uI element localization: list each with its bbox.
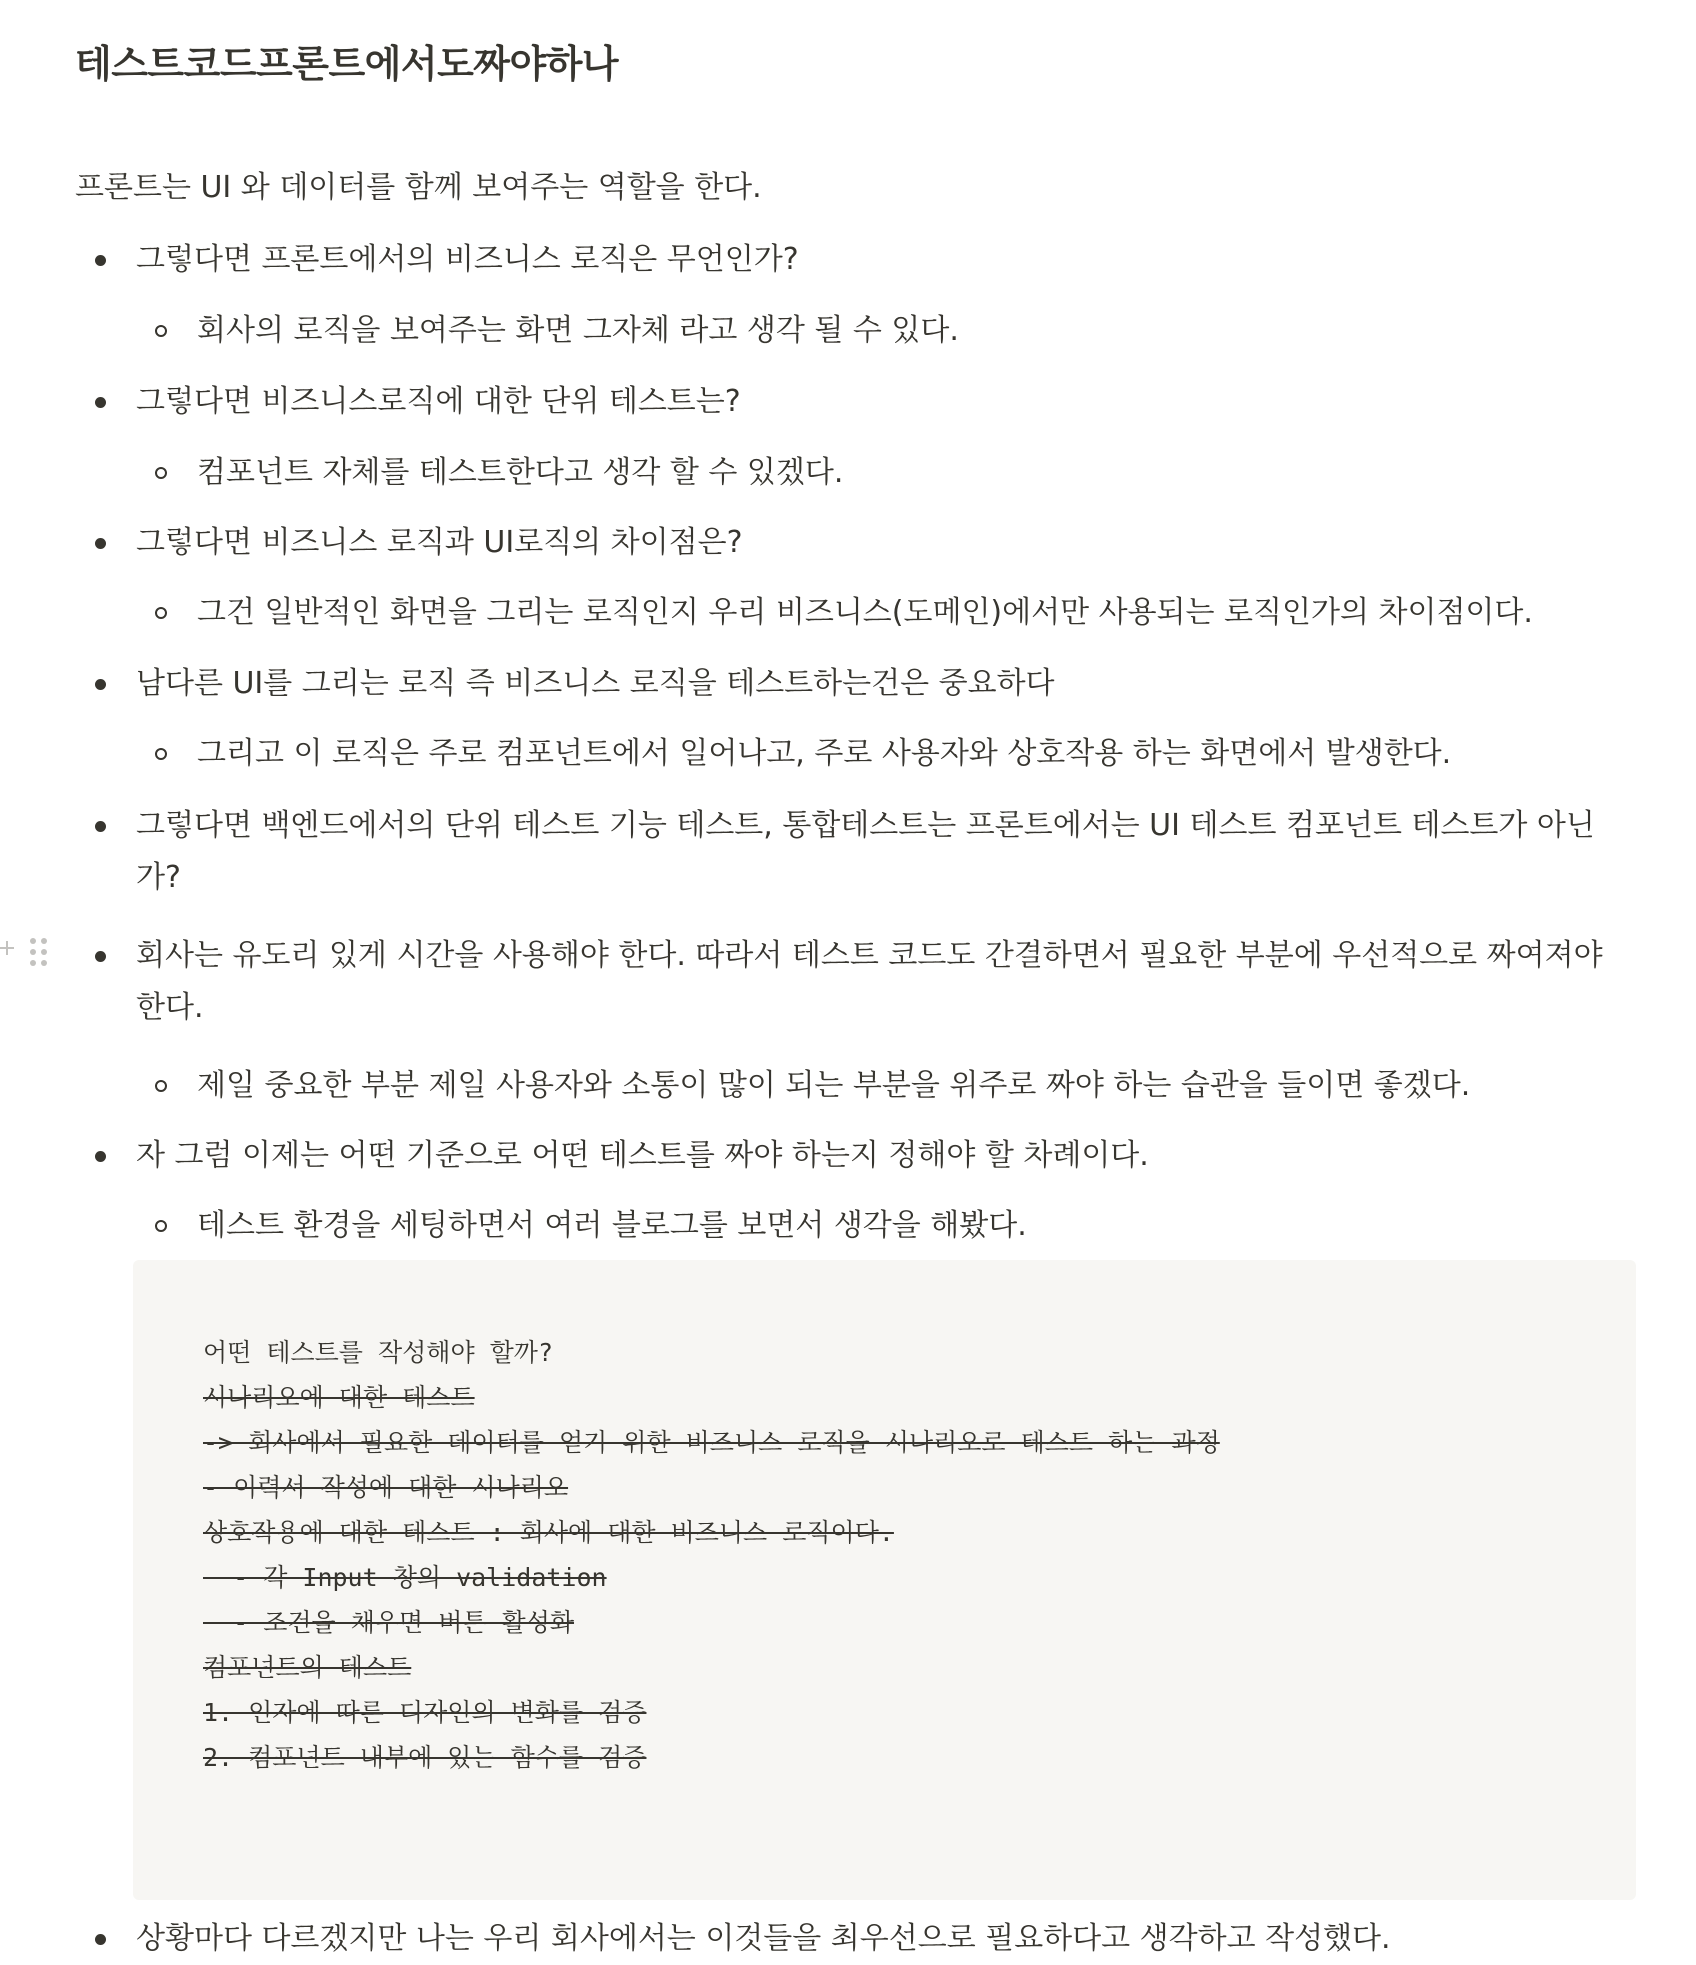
list-item[interactable] (0, 930, 1696, 1034)
bullet-circle-icon (155, 748, 167, 760)
list-item-text: 그렇다면 비즈니스로직에 대한 단위 테스트는? (136, 384, 741, 419)
list-item[interactable] (0, 587, 1696, 639)
code-line: - 각 Input 창의 validation (203, 1563, 607, 1592)
intro-paragraph[interactable]: 프론트는 UI 와 데이터를 함께 보여주는 역할을 한다. (75, 170, 762, 205)
code-line: 어떤 테스트를 작성해야 할까? (203, 1338, 554, 1367)
list-item-text: 자 그럼 이제는 어떤 기준으로 어떤 테스트를 짜야 하는지 정해야 할 차례이다. (136, 1138, 1149, 1173)
bullet-disc-icon (95, 1934, 106, 1945)
bullet-circle-icon (155, 1220, 167, 1232)
code-block[interactable] (133, 1260, 1636, 1900)
list-item-text: 회사의 로직을 보여주는 화면 그자체 라고 생각 될 수 있다. (197, 313, 959, 348)
code-line: - 조건을 채우면 버튼 활성화 (203, 1608, 575, 1637)
code-line: 1. 인자에 따른 디자인의 변화를 검증 (203, 1698, 647, 1727)
bullet-disc-icon (95, 538, 106, 549)
list-item[interactable] (0, 447, 1696, 499)
code-line: 상호작용에 대한 테스트 : 회사에 대한 비즈니스 로직이다. (203, 1518, 894, 1547)
code-line: 컴포넌트의 테스트 (203, 1653, 412, 1682)
list-item[interactable] (0, 305, 1696, 357)
list-item[interactable] (0, 376, 1696, 428)
list-item[interactable] (0, 517, 1696, 569)
bullet-circle-icon (155, 1080, 167, 1092)
list-item-text: 그렇다면 백엔드에서의 단위 테스트 기능 테스트, 통합테스트는 프론트에서는 UI 테스트 컴포넌트 테스트가 아닌가? (136, 808, 1595, 895)
bullet-disc-icon (95, 951, 106, 962)
list-item-text: 그렇다면 비즈니스 로직과 UI로직의 차이점은? (136, 525, 743, 560)
list-item-text: 테스트 환경을 세팅하면서 여러 블로그를 보면서 생각을 해봤다. (197, 1208, 1027, 1243)
list-item-text: 그건 일반적인 화면을 그리는 로직인지 우리 비즈니스(도메인)에서만 사용되는 로직인가의 차이점이다. (197, 595, 1533, 630)
bullet-disc-icon (95, 1151, 106, 1162)
bullet-circle-icon (155, 467, 167, 479)
bullet-disc-icon (95, 821, 106, 832)
list-item-text: 컴포넌트 자체를 테스트한다고 생각 할 수 있겠다. (197, 455, 844, 490)
list-item[interactable] (0, 1060, 1696, 1112)
list-item[interactable] (0, 1913, 1696, 1965)
bullet-circle-icon (155, 607, 167, 619)
list-item-text: 그렇다면 프론트에서의 비즈니스 로직은 무언인가? (136, 242, 799, 277)
plus-icon[interactable] (0, 941, 14, 955)
list-item[interactable] (0, 1200, 1696, 1252)
bullet-circle-icon (155, 325, 167, 337)
list-item[interactable] (0, 234, 1696, 286)
list-item-text: 제일 중요한 부분 제일 사용자와 소통이 많이 되는 부분을 위주로 짜야 하는 습관을 들이면 좋겠다. (197, 1068, 1471, 1103)
code-line: 2. 컴포넌트 내부에 있는 함수를 검증 (203, 1743, 647, 1772)
page-title[interactable]: 테스트코드프론트에서도짜야하나 (75, 42, 619, 86)
code-line: - 이력서 작성에 대한 시나리오 (203, 1473, 569, 1502)
list-item-text: 상황마다 다르겠지만 나는 우리 회사에서는 이것들을 최우선으로 필요하다고 생각하고 작성했다. (136, 1921, 1391, 1956)
list-item-text: 남다른 UI를 그리는 로직 즉 비즈니스 로직을 테스트하는건은 중요하다 (136, 666, 1055, 701)
list-item[interactable] (0, 728, 1696, 780)
code-line: -> 회사에서 필요한 데이터를 얻기 위한 비즈니스 로직을 시나리오로 테스트 하는 과정 (203, 1428, 1220, 1457)
bullet-disc-icon (95, 679, 106, 690)
bullet-disc-icon (95, 255, 106, 266)
bullet-disc-icon (95, 397, 106, 408)
list-item-text: 그리고 이 로직은 주로 컴포넌트에서 일어나고, 주로 사용자와 상호작용 하는 화면에서 발생한다. (197, 736, 1452, 771)
list-item[interactable] (0, 800, 1696, 904)
list-item[interactable] (0, 1130, 1696, 1182)
code-content (203, 1330, 1220, 1780)
list-item[interactable] (0, 658, 1696, 710)
list-item-text: 회사는 유도리 있게 시간을 사용해야 한다. 따라서 테스트 코드도 간결하면서 필요한 부분에 우선적으로 짜여져야 한다. (136, 938, 1603, 1025)
code-line: 시나리오에 대한 테스트 (203, 1383, 475, 1412)
drag-handle-icon[interactable] (30, 930, 52, 974)
